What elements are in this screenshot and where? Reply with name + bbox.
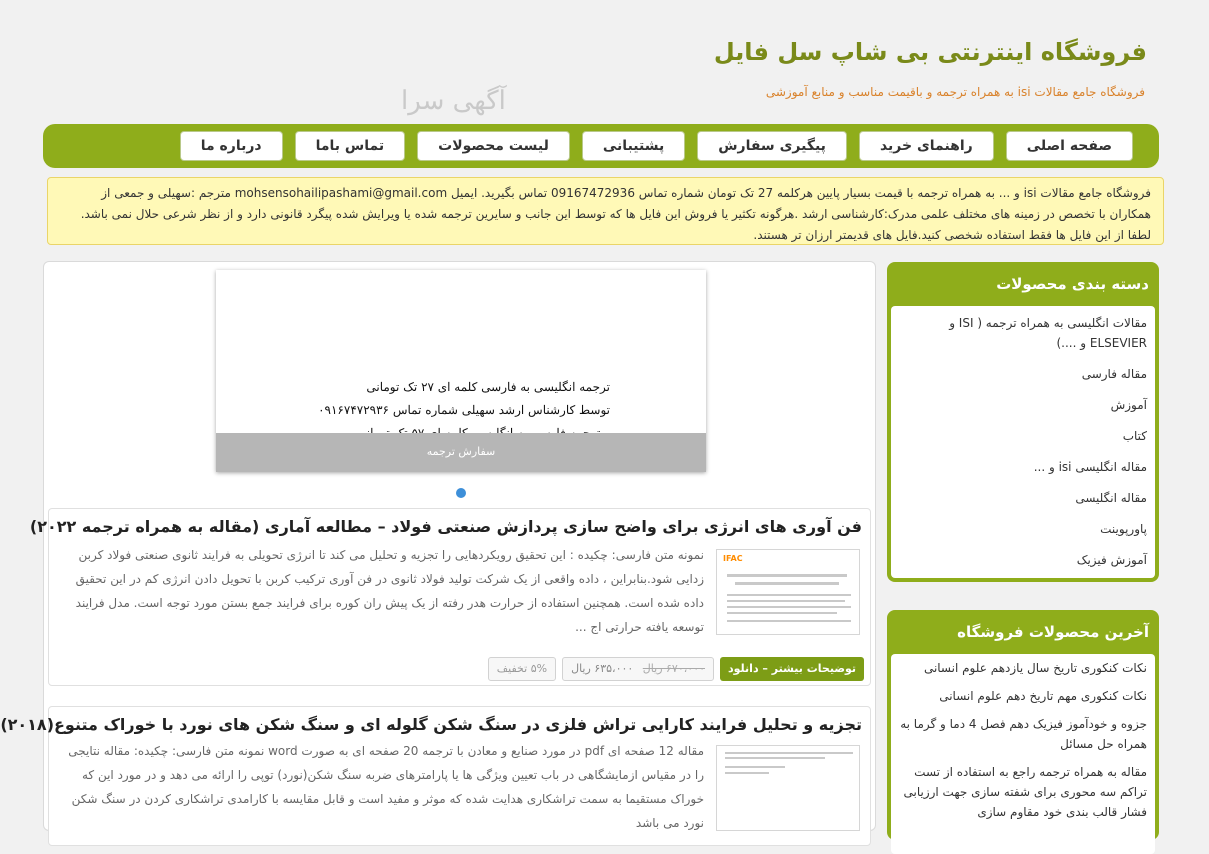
thumb-line [735,582,839,585]
categories-widget [887,262,1159,582]
nav-about[interactable]: درباره ما [180,131,283,161]
slide-caption[interactable] [216,433,706,472]
discount-badge: ۵% تخفیف [488,657,556,681]
category-item[interactable]: آموزش [1110,398,1147,412]
nav-home[interactable]: صفحه اصلی [1006,131,1133,161]
nav-product-list[interactable]: لیست محصولات [417,131,570,161]
slide-caption-text: سفارش ترجمه [426,445,496,458]
post-thumbnail[interactable] [716,745,860,831]
categories-list [891,306,1155,578]
latest-products-title: آخرین محصولات فروشگاه [957,623,1149,641]
nav-purchase-guide[interactable]: راهنمای خرید [859,131,994,161]
nav-support[interactable]: پشتیبانی [582,131,685,161]
more-details-button[interactable]: توضیحات بیشتر – دانلود [720,657,864,681]
notice-box: فروشگاه جامع مقالات isi و ... به همراه ترجمه با قیمت بسیار پایین هرکلمه 27 تک تومان شماره تماس 09167472936 تماس بگیرید. ایمیل mohsensohailipashami@gmail.com مترجم :سهیلی و جمعی از همکاران با تخصص در زمینه های مختلف علمی مدرک:کارشناسی ارشد .هرگونه تکثیر یا فروش این فایل ها که توسط این جانب و سایرین ترجمه شده یا ویرایش شده پیگرد قانونی دارد و از نظر شرعی حلال نمی باشد. لطفا از این فایل ها فقط استفاده شخصی کنید.فایل های قدیمتر ارزان تر هستند. [47,177,1164,245]
post-title[interactable]: تجزیه و تحلیل فرایند کارایی تراش فلزی در سنگ شکن گلوله ای و سنگ شکن های نورد با خوراک متنوع(۲۰۱۸) [0,715,862,734]
thumb-line [725,766,785,768]
thumb-line [727,574,847,577]
slider-dot[interactable] [456,488,466,498]
category-item[interactable]: پاورپوینت [1100,522,1147,536]
price-box [562,657,714,681]
thumb-line [725,752,853,754]
post-title[interactable]: فن آوری های انرژی برای واضح سازی پردازش صنعتی فولاد – مطالعه آماری (مقاله به همراه ترجمه ۲۰۲۲) [29,517,862,536]
slide-line: ترجمه انگلیسی به فارسی کلمه ای ۲۷ تک تومانی [366,380,610,394]
thumb-line [725,757,825,759]
main-content [0,261,876,831]
thumb-line [727,606,851,608]
site-header [9,0,1209,124]
category-item[interactable]: مقاله انگلیسی isi و ... [1033,460,1147,474]
old-price: ۶۷۰،۰۰۰ ریال [642,662,706,675]
latest-product-item[interactable]: مقاله به همراه ترجمه راجع به استفاده از تست تراکم سه محوری برای شفته سازی جهت ارزیابی فشار قالب بندی خود مقاوم سازی [903,765,1147,819]
new-price: ۶۳۵،۰۰۰ ریال [571,662,634,675]
post-thumbnail[interactable] [716,549,860,635]
slide-line: توسط کارشناس ارشد سهیلی شماره تماس ۰۹۱۶۷۴۷۲۹۳۶ [318,403,610,417]
category-item[interactable]: مقاله انگلیسی [1075,491,1147,505]
post-excerpt: نمونه متن فارسی: چکیده : این تحقیق رویکردهایی را تجزیه و تحلیل می کند تا انرژی تحویلی به فرایند ثانوی صنعتی فولاد کربن زدایی شود.بنابراین ، داده واقعی از یک شرکت تولید فولاد ثانوی در فن آوری ترکیب کربن با تحویل دادن انرژی کم در این تحقیق داده شده است. همچنین استفاده از حرارت هدر رفته از یک پیش ران کوره برای فرایند جمع بستن مورد توجه است. مدل فرایند توسعه یافته حرارتی اج ... [75,548,704,634]
thumb-logo: IFAC [723,554,743,563]
product-post [0,706,871,846]
site-title[interactable]: فروشگاه اینترنتی بی شاپ سل فایل [713,38,1147,66]
thumb-line [727,620,851,622]
brand-logo[interactable]: آگهی سرا [401,86,506,116]
thumb-line [725,772,769,774]
latest-products-widget [887,610,1159,840]
latest-product-item[interactable]: نکات کنکوری تاریخ سال یازدهم علوم انسانی [923,661,1147,675]
nav-order-tracking[interactable]: پیگیری سفارش [697,131,847,161]
thumb-line [727,612,837,614]
category-item[interactable]: مقالات انگلیسی به همراه ترجمه ( ISI و ELSEVIER و ....) [949,316,1147,350]
post-excerpt: مقاله 12 صفحه ای pdf در مورد صنایع و معادن با ترجمه 20 صفحه ای به صورت word نمونه متن فارسی: چکیده: مقاله نتایجی را در مقیاس ازمایشگاهی در باب تعیین ویژگی ها یا پارامترهای ضربه سنگ شکن(نورد) توپی را ارائه می دهد و در مورد این که خوراک مستقیما به سمت تراشکاری هدایت شده که موثر و مفید است و قابل مقایسه با کارامدی تراشکاری کردن در سنگ شکن نورد می باشد [68,744,704,830]
latest-products-list [891,654,1155,854]
nav-contact[interactable]: تماس باما [295,131,406,161]
category-item[interactable]: آموزش فیزیک [1076,553,1147,567]
categories-title: دسته بندی محصولات [996,275,1149,293]
category-item[interactable]: کتاب [1122,429,1147,443]
latest-product-item[interactable]: جزوه و خودآموز فیزیک دهم فصل 4 دما و گرما به همراه حل مسائل [900,717,1147,751]
thumb-line [727,600,845,602]
latest-product-item[interactable]: نکات کنکوری مهم تاریخ دهم علوم انسانی [939,689,1147,703]
thumb-line [727,594,851,596]
site-subtitle: فروشگاه جامع مقالات isi به همراه ترجمه و باقیمت مناسب و منابع آموزشی [765,85,1145,99]
product-post [29,508,871,686]
main-nav [43,124,1159,168]
promo-slider[interactable] [216,270,706,472]
post-actions [488,657,864,681]
category-item[interactable]: مقاله فارسی [1081,367,1147,381]
